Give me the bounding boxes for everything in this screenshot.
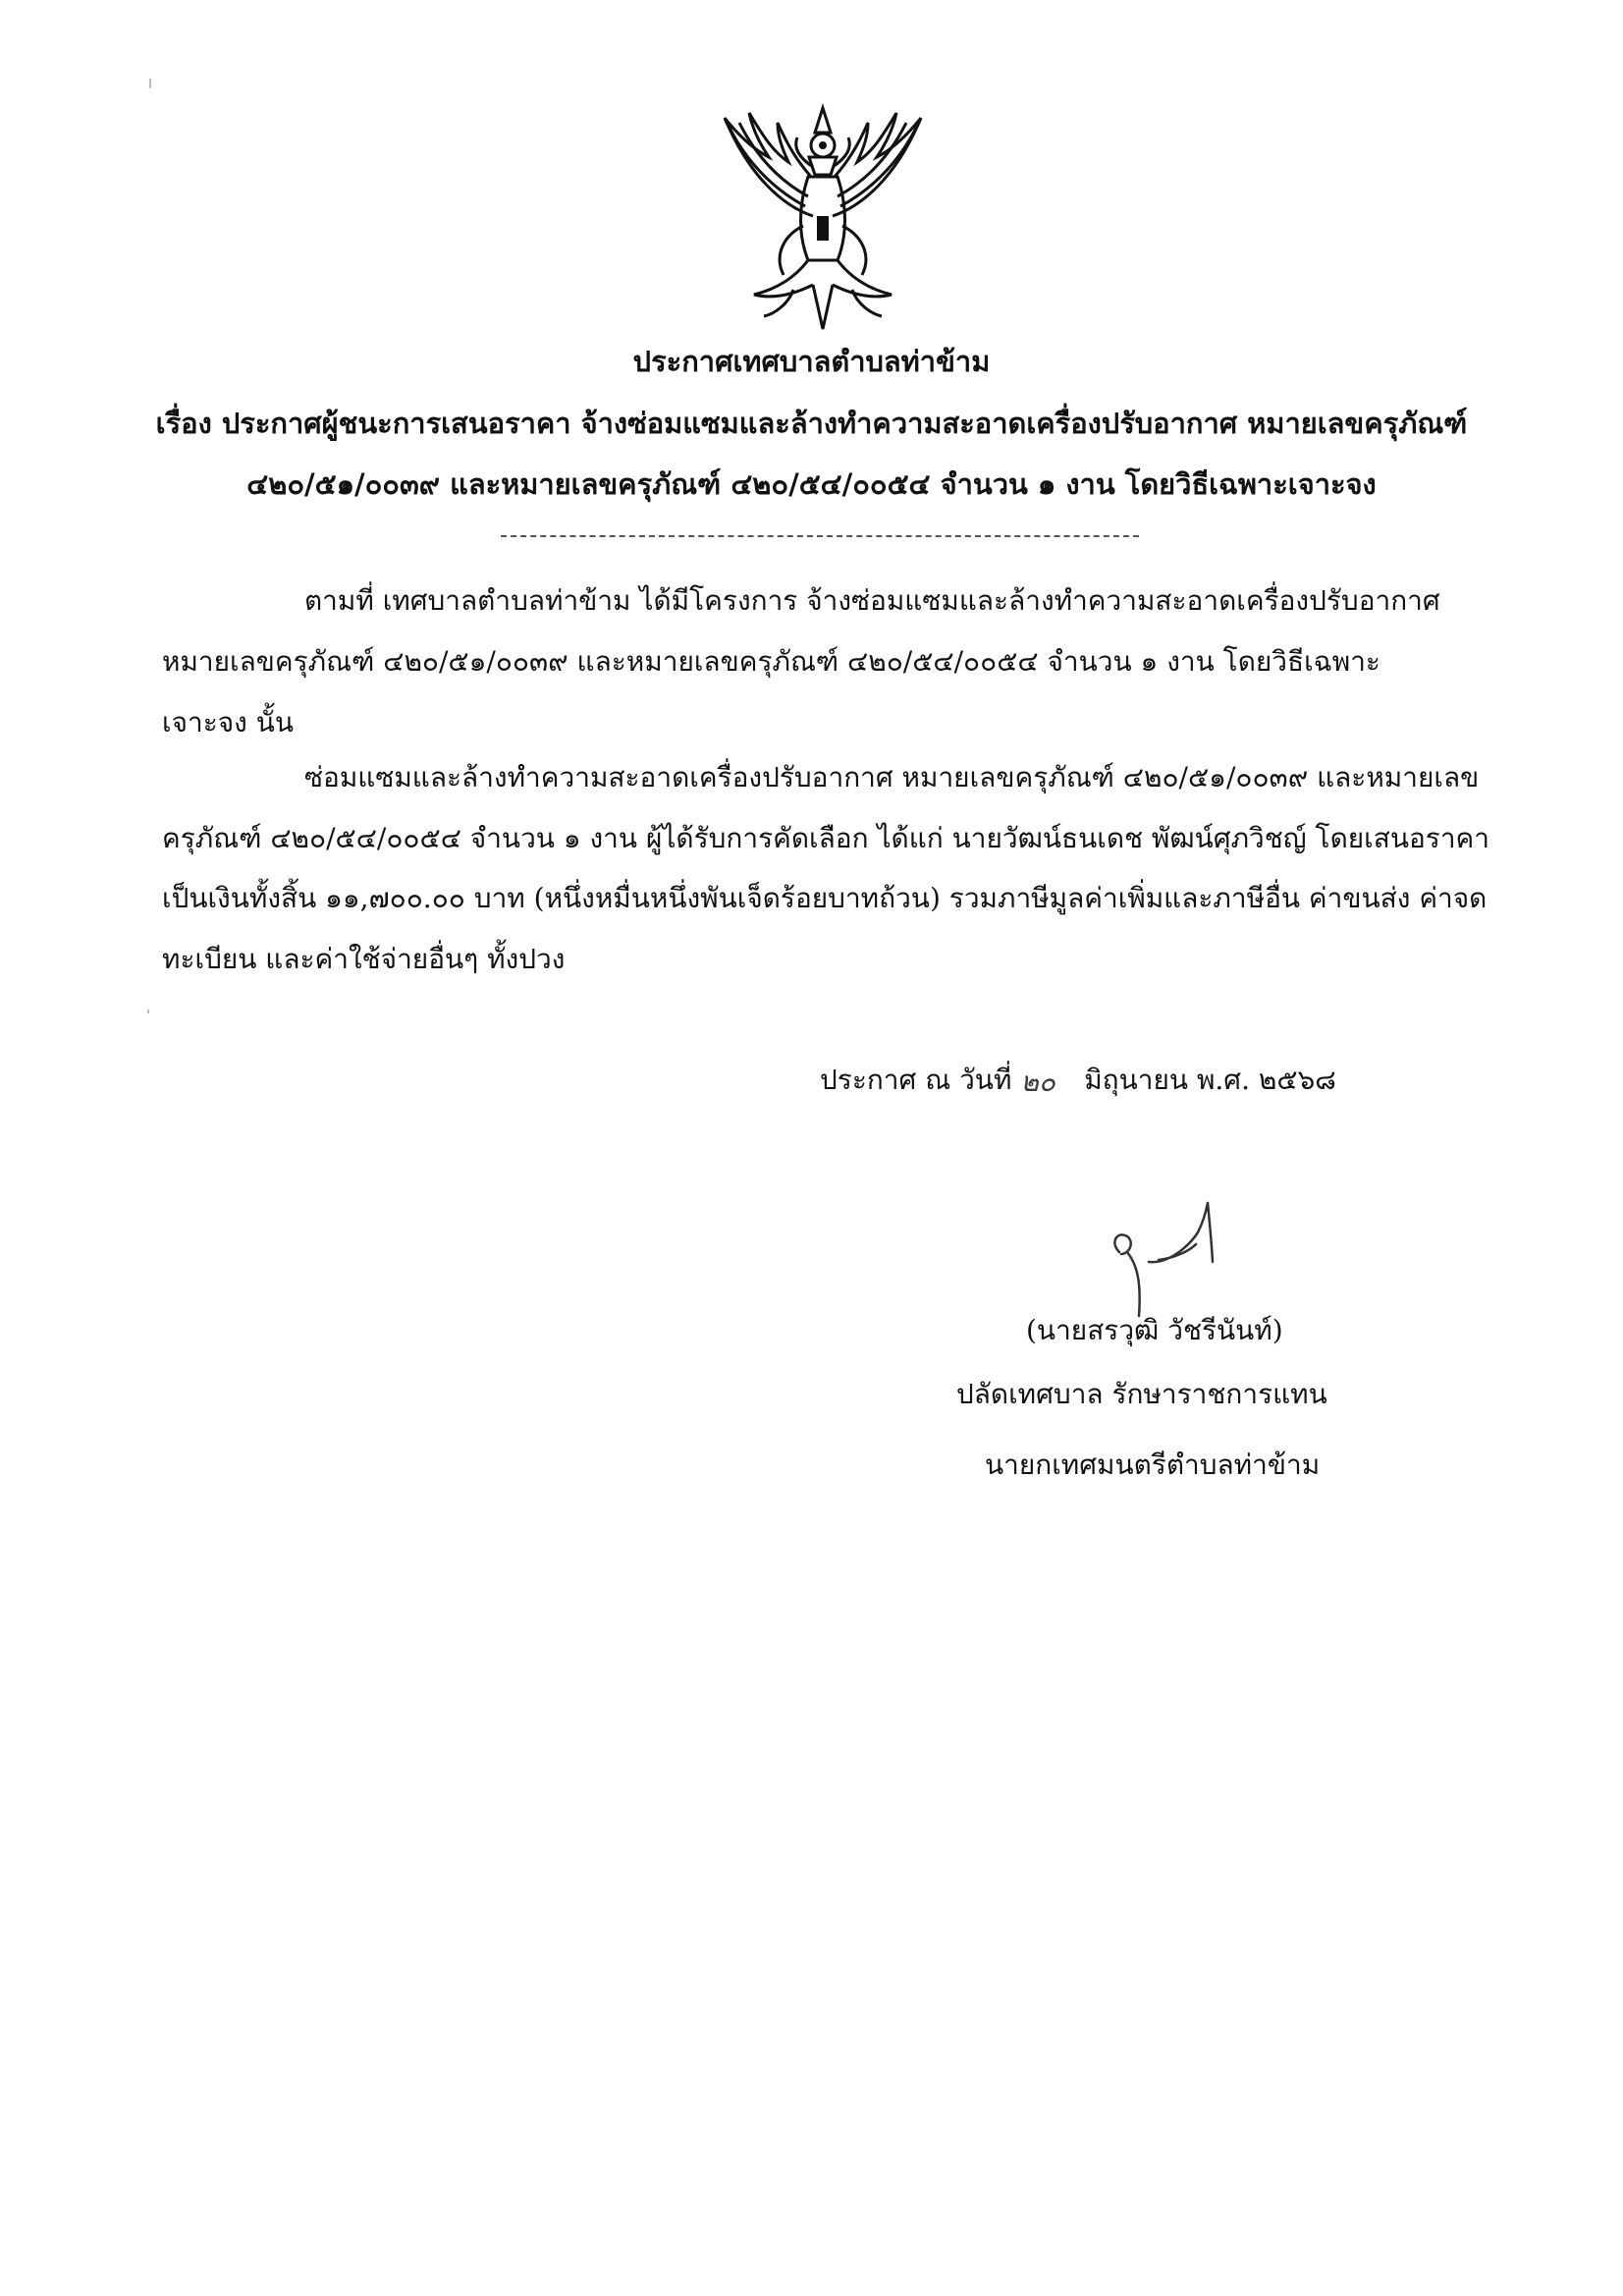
signatory-position-2: นายกเทศมนตรีตำบลท่าข้าม [985, 1449, 1321, 1481]
signatory-position-1: ปลัดเทศบาล รักษาราชการแทน [956, 1378, 1327, 1410]
paragraph-1-line-3: เจาะจง นั้น [162, 706, 294, 738]
paragraph-2-line-4: ทะเบียน และค่าใช้จ่ายอื่นๆ ทั้งปวง [162, 943, 566, 975]
date-prefix: ประกาศ ณ วันที่ [820, 1064, 1012, 1096]
document-title: ประกาศเทศบาลตำบลท่าข้าม [632, 345, 991, 378]
date-day-handwritten: ๒๐ [1020, 1066, 1055, 1098]
subject-line-2: ๔๒๐/๕๑/๐๐๓๙ และหมายเลขครุภัณฑ์ ๔๒๐/๕๔/๐๐๕๔ จำนวน ๑ งาน โดยวิธีเฉพาะเจาะจง [246, 467, 1377, 501]
announcement-date [820, 1059, 1336, 1102]
divider [501, 535, 1139, 537]
scan-mark [149, 79, 151, 88]
subject-line-1: เรื่อง ประกาศผู้ชนะการเสนอราคา จ้างซ่อมแซมและล้างทำความสะอาดเครื่องปรับอากาศ หมายเลขครุภัณฑ์ [155, 407, 1468, 440]
signatory-name: (นายสรวุฒิ วัชรีนันท์) [1026, 1314, 1283, 1346]
scan-mark [147, 1010, 149, 1013]
signature-icon [1100, 1193, 1237, 1321]
date-suffix: มิถุนายน พ.ศ. ๒๕๖๘ [1084, 1064, 1336, 1096]
paragraph-2-line-2: ครุภัณฑ์ ๔๒๐/๕๔/๐๐๕๔ จำนวน ๑ งาน ผู้ได้รับการคัดเลือก ได้แก่ นายวัฒน์ธนเดช พัฒน์ศุภวิชญ์ โดยเสนอราคา [162, 822, 1489, 854]
paragraph-2-line-3: เป็นเงินทั้งสิ้น ๑๑,๗๐๐.๐๐ บาท (หนึ่งหมื่นหนึ่งพันเจ็ดร้อยบาทถ้วน) รวมภาษีมูลค่าเพิ่มและภาษีอื่น ค่าขนส่ง ค่าจด [162, 882, 1488, 914]
garuda-emblem-icon [715, 98, 931, 334]
paragraph-1-line-2: หมายเลขครุภัณฑ์ ๔๒๐/๕๑/๐๐๓๙ และหมายเลขครุภัณฑ์ ๔๒๐/๕๔/๐๐๕๔ จำนวน ๑ งาน โดยวิธีเฉพาะ [162, 645, 1380, 678]
paragraph-1-line-1: ตามที่ เทศบาลตำบลท่าข้าม ได้มีโครงการ จ้างซ่อมแซมและล้างทำความสะอาดเครื่องปรับอากาศ [304, 584, 1440, 617]
paragraph-2-line-1: ซ่อมแซมและล้างทำความสะอาดเครื่องปรับอากาศ หมายเลขครุภัณฑ์ ๔๒๐/๕๑/๐๐๓๙ และหมายเลข [304, 761, 1480, 793]
